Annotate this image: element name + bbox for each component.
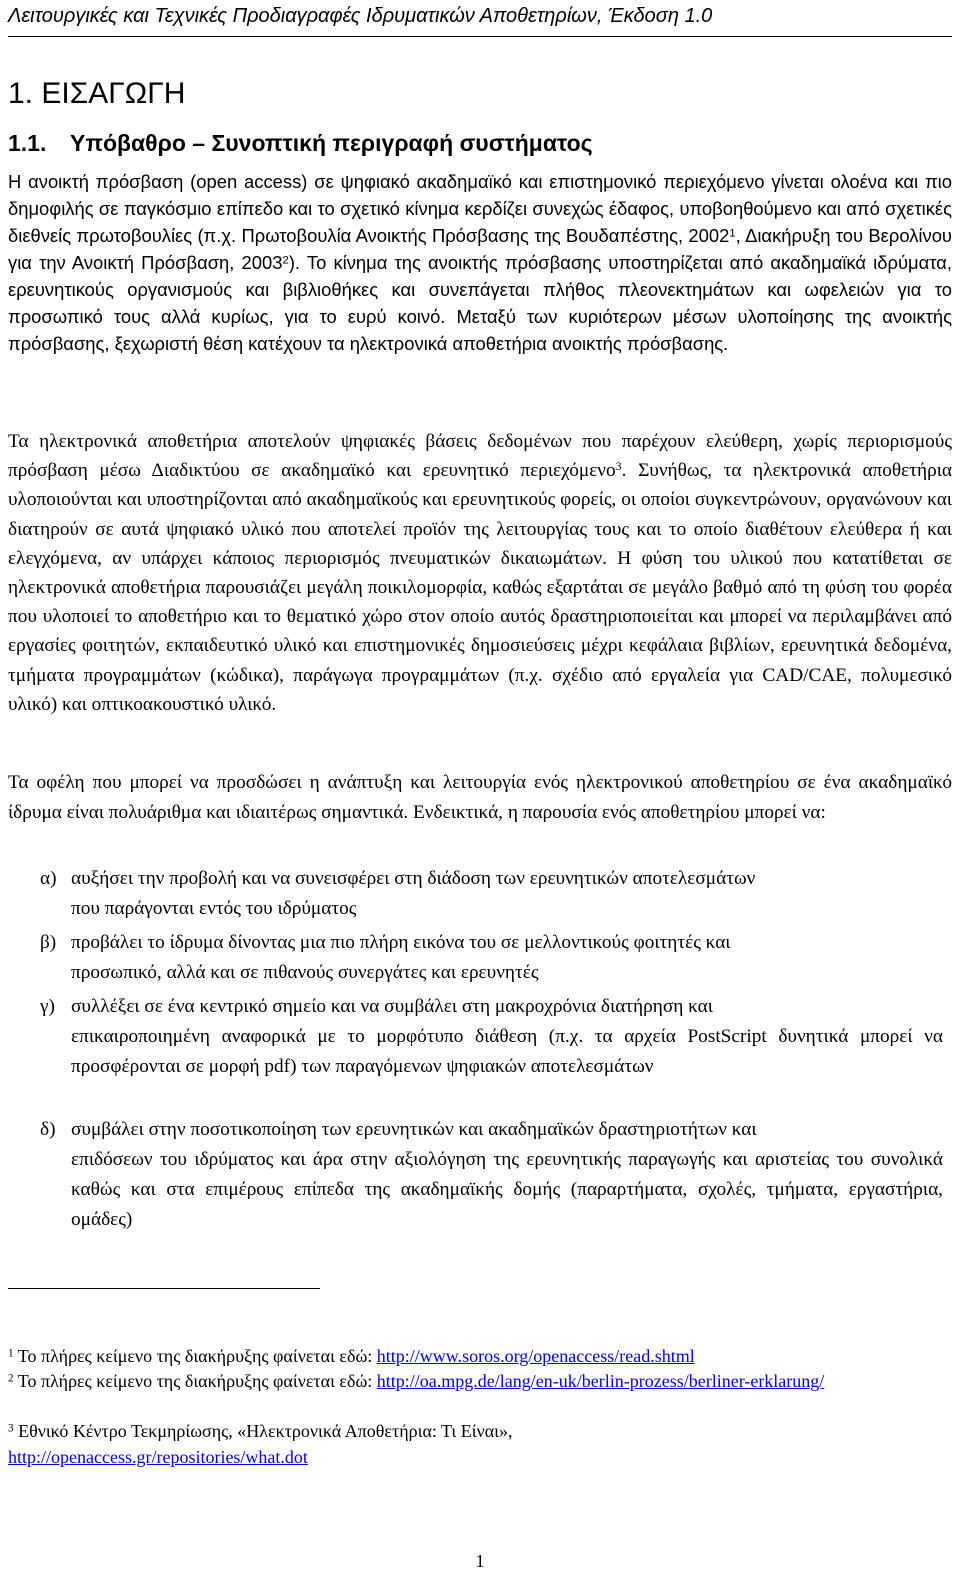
list-item-text: που παράγονται εντός του ιδρύματος <box>71 898 357 919</box>
subsection-number: 1.1. <box>8 130 47 156</box>
list-item-text: συμβάλει στην ποσοτικοποίηση των ερευνητικών και ακαδημαϊκών δραστηριοτήτων και <box>71 1119 757 1140</box>
footnote-text: Το πλήρες κείμενο της διακήρυξης φαίνεται εδώ: <box>13 1346 377 1366</box>
footnote-3 <box>8 1418 944 1470</box>
repositories-paragraph <box>8 427 952 719</box>
section-heading: 1. ΕΙΣΑΓΩΓΗ <box>8 77 186 110</box>
list-item <box>40 928 943 988</box>
list-item-text: προσωπικό, αλλά και σε πιθανούς συνεργάτες και ερευνητές <box>71 962 539 983</box>
list-item-text: προβάλει το ίδρυμα δίνοντας μια πιο πλήρη εικόνα του σε μελλοντικούς φοιτητές και <box>71 932 731 953</box>
intro-paragraph <box>8 168 952 357</box>
list-item <box>40 992 943 1082</box>
footnote-link[interactable]: http://www.soros.org/openaccess/read.shtml <box>376 1346 695 1366</box>
list-item-text: επιδόσεων του ιδρύματος και άρα στην αξιολόγηση της ερευνητικής παραγωγής και αριστείας του συνολικά καθώς και στα επιμέρους επίπεδα της ακαδημαϊκής δομής (παραρτήματα, σχολές, τμήματα, εργαστήρια, ομάδες) <box>71 1149 943 1230</box>
footnote-ref-3[interactable]: 3 <box>615 459 622 474</box>
footnote-link[interactable]: http://oa.mpg.de/lang/en-uk/berlin-prozess/berliner-erklarung/ <box>376 1371 825 1391</box>
subsection-title: Υπόβαθρο – Συνοπτική περιγραφή συστήματος <box>70 130 593 156</box>
list-marker: δ) <box>40 1119 56 1140</box>
footnote-ref-2[interactable]: 2 <box>282 254 289 267</box>
paragraph-text: Τα ηλεκτρονικά αποθετήρια αποτελούν ψηφιακές βάσεις δεδομένων που παρέχουν ελεύθερη, χωρίς περιορισμούς πρόσβαση μέσω Διαδικτύου σε ακαδημαϊκό και ερευνητικό περιεχόμενο <box>8 431 952 482</box>
footnote-number: 1 <box>8 1347 14 1360</box>
list-marker: α) <box>40 868 57 889</box>
footnote-separator <box>8 1288 320 1289</box>
paragraph-text: Η ανοικτή πρόσβαση (open access) σε ψηφιακό ακαδημαϊκό και επιστημονικό περιεχόμενο γίνεται ολοένα και πιο δημοφιλής σε παγκόσμιο επίπεδο και το σχετικό κίνημα κερδίζει συνεχώς έδαφος, υποβοηθούμενο και από σχετικές διεθνείς πρωτοβουλίες (π.χ. Πρωτοβουλία Ανοικτής Πρόσβασης της Βουδαπέστης, 2002 <box>8 171 952 246</box>
list-marker: β) <box>40 932 57 953</box>
paragraph-text: ). Το κίνημα της ανοικτής πρόσβασης υποστηρίζεται από ακαδημαϊκά ιδρύματα, ερευνητικούς οργανισμούς και βιβλιοθήκες και συνεπάγεται πλήθος πλεονεκτημάτων και ωφελειών για το προσωπικό τους αλλά κυρίως, για το ευρύ κοινό. Μεταξύ των κυριότερων μέσων υλοποίησης της ανοικτής πρόσβασης, ξεχωριστή θέση κατέχουν τα ηλεκτρονικά αποθετήρια ανοικτής πρόσβασης. <box>8 252 952 354</box>
list-marker: γ) <box>40 996 55 1017</box>
list-item-text: επικαιροποιημένη αναφορικά με το μορφότυπο διάθεση (π.χ. τα αρχεία PostScript δυνητικά μπορεί να προσφέρονται σε μορφή pdf) των παραγόμενων ψηφιακών αποτελεσμάτων <box>71 1026 943 1077</box>
running-header: Λειτουργικές και Τεχνικές Προδιαγραφές Ιδρυματικών Αποθετηρίων, Έκδοση 1.0 <box>8 2 952 37</box>
list-item <box>40 1115 943 1235</box>
subsection-heading <box>8 128 593 158</box>
page-number: 1 <box>475 1551 485 1571</box>
benefits-paragraph: Τα οφέλη που μπορεί να προσδώσει η ανάπτυξη και λειτουργία ενός ηλεκτρονικού αποθετηρίου σε ένα ακαδημαϊκό ίδρυμα είναι πολυάριθμα και ιδιαιτέρως σημαντικά. Ενδεικτικά, η παρουσία ενός αποθετηρίου μπορεί να: <box>8 772 952 823</box>
footnote-2 <box>8 1368 944 1394</box>
paragraph-text: , Διακήρυξη του Βερολίνου για την Ανοικτή Πρόσβαση, 2003 <box>8 225 952 273</box>
footnote-link[interactable]: http://openaccess.gr/repositories/what.dot <box>8 1447 308 1467</box>
footnote-number: 3 <box>8 1422 14 1435</box>
footnote-text: Εθνικό Κέντρο Τεκμηρίωσης, «Ηλεκτρονικά Αποθετήρια: Τι Είναι», <box>13 1421 513 1441</box>
list-item-text: συλλέξει σε ένα κεντρικό σημείο και να συμβάλει στη μακροχρόνια διατήρηση και <box>71 996 713 1017</box>
footnote-number: 2 <box>8 1372 14 1385</box>
footnote-1 <box>8 1343 944 1369</box>
footnote-text: Το πλήρες κείμενο της διακήρυξης φαίνεται εδώ: <box>13 1371 377 1391</box>
list-item <box>40 864 943 924</box>
footnote-ref-1[interactable]: 1 <box>729 227 736 240</box>
paragraph-text: . Συνήθως, τα ηλεκτρονικά αποθετήρια υλοποιούνται και υποστηρίζονται από ακαδημαϊκούς και ερευνητικούς φορείς, οι οποίοι συγκεντρώνουν, οργανώνουν και διατηρούν σε αυτά ψηφιακό υλικό που αποτελεί προϊόν της λειτουργίας τους και το οποίο διαθέτουν ελεύθερα ή και ελεγχόμενα, αν υπάρχει κάποιος περιορισμός πνευματικών δικαιωμάτων. Η φύση του υλικού που κατατίθεται σε ηλεκτρονικά αποθετήρια παρουσιάζει μεγάλη ποικιλομορφία, καθώς εξαρτάται σε μεγάλο βαθμό από τη φύση του φορέα που υλοποιεί το αποθετήριο και το θεματικό χώρο στον οποίο αυτός δραστηριοποιείται και μπορεί να περιλαμβάνει από εργασίες φοιτητών, εκπαιδευτικό υλικό και επιστημονικές δημοσιεύσεις μέχρι κεφάλαια βιβλίων, ερευνητικά δεδομένα, τμήματα προγραμμάτων (κώδικα), παράγωγα προγραμμάτων (π.χ. σχέδιο από εργαλεία για CAD/CAE, πολυμεσικό υλικό) και οπτικοακουστικό υλικό. <box>8 460 953 715</box>
list-item-text: αυξήσει την προβολή και να συνεισφέρει στη διάδοση των ερευνητικών αποτελεσμάτων <box>71 868 756 889</box>
